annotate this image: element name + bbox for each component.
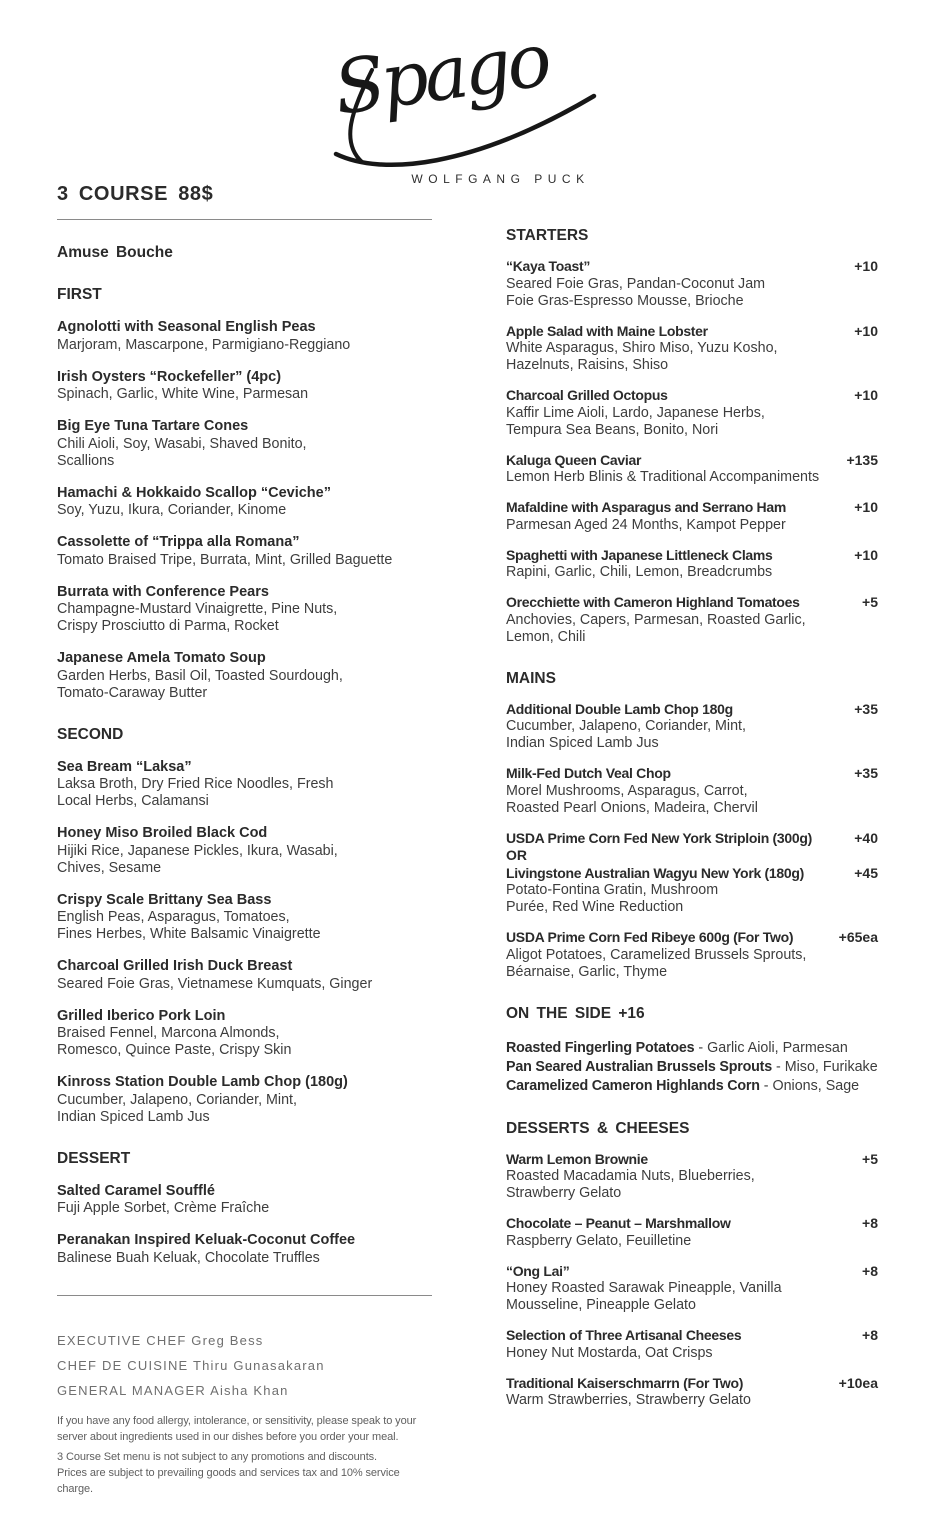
menu-item [57, 584, 432, 636]
item-name: Warm Lemon Brownie [506, 1150, 648, 1167]
item-desc-line: Indian Spiced Lamb Jus [57, 1108, 210, 1125]
item-name: USDA Prime Corn Fed New York Striploin (300g) [506, 829, 812, 846]
item-desc-line: Indian Spiced Lamb Jus [506, 735, 659, 751]
item-name: Grilled Iberico Pork Loin [57, 1007, 226, 1024]
side-item [506, 1077, 878, 1096]
menu-item [506, 1327, 878, 1362]
side-item-name: Caramelized Cameron Highlands Corn [506, 1077, 760, 1094]
item-desc-line: Honey Roasted Sarawak Pineapple, Vanilla [506, 1280, 782, 1296]
staff-credit-line: GENERAL MANAGER Aisha Khan [57, 1382, 289, 1398]
item-row [506, 323, 878, 341]
item-price: +45 [854, 864, 878, 881]
item-name: Traditional Kaiserschmarrn (For Two) [506, 1374, 744, 1391]
item-name: Japanese Amela Tomato Soup [57, 650, 266, 666]
item-price: +10ea [838, 1374, 878, 1391]
item-price: +10 [854, 499, 878, 515]
item-desc-line: Cucumber, Jalapeno, Coriander, Mint, [57, 1091, 297, 1108]
item-price: +8 [862, 1262, 878, 1279]
item-row [506, 1215, 878, 1233]
left-sections [57, 244, 432, 1267]
logo-script-text: Spago [328, 16, 553, 132]
staff-credits [57, 1328, 432, 1403]
item-row [506, 701, 878, 719]
item-desc-line: Rapini, Garlic, Chili, Lemon, Breadcrumbs [506, 564, 773, 580]
item-desc-line: Parmesan Aged 24 Months, Kampot Pepper [506, 516, 786, 533]
item-name: Salted Caramel Soufflé [57, 1182, 215, 1199]
menu-item [57, 1232, 432, 1267]
side-item-detail: - Garlic Aioli, Parmesan [694, 1039, 848, 1056]
menu-item [57, 485, 432, 520]
fine-print-line: server about ingredients used in our dishes before you order your meal. [57, 1430, 399, 1443]
item-desc-line: Champagne-Mustard Vinaigrette, Pine Nuts, [57, 601, 338, 617]
side-item-name: Roasted Fingerling Potatoes [506, 1039, 695, 1056]
item-name: “Ong Lai” [506, 1262, 570, 1279]
item-desc-line: Anchovies, Capers, Parmesan, Roasted Garlic, [506, 611, 806, 628]
item-name: Selection of Three Artisanal Cheeses [506, 1327, 742, 1343]
item-row [506, 547, 878, 565]
item-name: Livingstone Australian Wagyu New York (180g) [506, 864, 804, 881]
item-desc-line: Potato-Fontina Gratin, Mushroom [506, 882, 719, 898]
menu-section [506, 1005, 878, 1096]
side-items [506, 1039, 878, 1096]
item-desc-line: Hijiki Rice, Japanese Pickles, Ikura, Wasabi, [57, 842, 338, 859]
menu-item [506, 547, 878, 582]
item-desc-line: Romesco, Quince Paste, Crispy Skin [57, 1042, 292, 1058]
item-price: +135 [846, 451, 878, 468]
item-row [506, 830, 878, 848]
item-desc-line: Kaffir Lime Aioli, Lardo, Japanese Herbs, [506, 404, 765, 421]
item-name: Hamachi & Hokkaido Scallop “Ceviche” [57, 484, 331, 501]
item-desc-line: Roasted Macadamia Nuts, Blueberries, [506, 1168, 755, 1184]
item-row [506, 765, 878, 783]
item-desc-line: Cucumber, Jalapeno, Coriander, Mint, [506, 718, 746, 734]
fine-print [57, 1413, 432, 1497]
item-desc-line: Strawberry Gelato [506, 1185, 622, 1201]
item-price: +8 [862, 1327, 878, 1343]
section-heading: STARTERS [506, 227, 589, 244]
item-desc-line: Chives, Sesame [57, 859, 162, 876]
item-row [506, 1375, 878, 1393]
menu-section [57, 244, 432, 262]
item-desc-line: Tomato Braised Tripe, Burrata, Mint, Grilled Baguette [57, 551, 393, 568]
menu-item [57, 319, 432, 354]
item-desc-line: Braised Fennel, Marcona Almonds, [57, 1025, 280, 1041]
menu-item [506, 258, 878, 310]
item-desc-line: Aligot Potatoes, Caramelized Brussels Sprouts, [506, 946, 807, 963]
side-item-detail: - Onions, Sage [759, 1077, 860, 1094]
item-name: USDA Prime Corn Fed Ribeye 600g (For Two) [506, 929, 794, 945]
item-row [506, 499, 878, 517]
item-price: +8 [862, 1215, 878, 1231]
item-price: +65ea [838, 929, 878, 945]
menu-item [506, 765, 878, 817]
divider-top [57, 219, 432, 220]
menu-section [506, 1120, 878, 1410]
item-name: Orecchiette with Cameron Highland Tomatoes [506, 594, 800, 610]
set-menu-column [57, 183, 432, 1497]
fine-print-line: charge. [57, 1482, 93, 1495]
supplements-column [506, 183, 878, 1497]
item-desc-line: Warm Strawberries, Strawberry Gelato [506, 1392, 751, 1408]
menu-item [57, 958, 432, 993]
item-desc-line: Honey Nut Mostarda, Oat Crisps [506, 1344, 713, 1361]
item-name: Kinross Station Double Lamb Chop (180g) [57, 1074, 348, 1090]
logo-subtitle: WOLFGANG PUCK [411, 172, 590, 186]
item-name: Burrata with Conference Pears [57, 583, 269, 600]
item-desc-line: Crispy Prosciutto di Parma, Rocket [57, 618, 279, 634]
menu-section [506, 227, 878, 646]
item-desc-line: Local Herbs, Calamansi [57, 793, 209, 809]
logo [0, 16, 933, 186]
item-desc-line: Chili Aioli, Soy, Wasabi, Shaved Bonito, [57, 435, 307, 452]
section-heading: Amuse Bouche [57, 244, 173, 261]
item-desc-line: Scallions [57, 452, 115, 469]
item-desc-line: Seared Foie Gras, Vietnamese Kumquats, Ginger [57, 975, 373, 992]
item-price: +5 [862, 1150, 878, 1167]
item-row [506, 258, 878, 276]
section-heading: ON THE SIDE +16 [506, 1004, 645, 1022]
menu-section [506, 670, 878, 981]
item-desc-line: Morel Mushrooms, Asparagus, Carrot, [506, 782, 748, 799]
item-row [506, 387, 878, 405]
menu-item [57, 892, 432, 944]
item-name: Honey Miso Broiled Black Cod [57, 825, 268, 841]
item-price: +10 [854, 387, 878, 403]
item-name: “Kaya Toast” [506, 258, 591, 274]
item-name: Additional Double Lamb Chop 180g [506, 700, 733, 717]
item-desc-line: Balinese Buah Keluak, Chocolate Truffles [57, 1249, 320, 1266]
menu-item [506, 929, 878, 981]
menu-item [506, 1263, 878, 1315]
item-price: +5 [862, 594, 878, 610]
item-desc-line: Béarnaise, Garlic, Thyme [506, 963, 668, 980]
divider-bottom [57, 1295, 432, 1296]
fine-print-line: 3 Course Set menu is not subject to any promotions and discounts. [57, 1450, 378, 1463]
item-price: +10 [854, 546, 878, 563]
item-price: +10 [854, 322, 878, 339]
menu-item [57, 418, 432, 470]
item-desc-line: Spinach, Garlic, White Wine, Parmesan [57, 386, 309, 402]
side-item [506, 1039, 878, 1058]
menu-section [57, 286, 432, 702]
menu-item [57, 1074, 432, 1126]
item-desc-line: Garden Herbs, Basil Oil, Toasted Sourdough, [57, 667, 343, 684]
item-name: Agnolotti with Seasonal English Peas [57, 319, 316, 335]
item-desc-line: White Asparagus, Shiro Miso, Yuzu Kosho, [506, 340, 778, 356]
menu-item [57, 534, 432, 569]
menu-item [506, 1151, 878, 1203]
menu-item [506, 387, 878, 439]
menu-item [506, 1375, 878, 1410]
item-row [506, 865, 878, 883]
item-desc-line: Lemon, Chili [506, 628, 586, 645]
item-desc-line: Seared Foie Gras, Pandan-Coconut Jam [506, 275, 766, 292]
item-price: +35 [854, 700, 878, 717]
fine-print-line: Prices are subject to prevailing goods and services tax and 10% service [57, 1466, 400, 1479]
item-name: Mafaldine with Asparagus and Serrano Ham [506, 499, 786, 515]
item-desc-line: Laksa Broth, Dry Fried Rice Noodles, Fresh [57, 776, 334, 792]
menu-section [57, 1150, 432, 1267]
item-price: +40 [854, 829, 878, 846]
item-name: Apple Salad with Maine Lobster [506, 322, 708, 339]
menu-item [506, 830, 878, 917]
item-desc-line: Mousseline, Pineapple Gelato [506, 1297, 696, 1313]
item-name: Spaghetti with Japanese Littleneck Clams [506, 546, 773, 563]
side-item-detail: - Miso, Furikake [772, 1058, 878, 1075]
menu-item [506, 1215, 878, 1250]
item-row [506, 594, 878, 612]
item-desc-line: Lemon Herb Blinis & Traditional Accompaniments [506, 469, 820, 485]
item-name: Kaluga Queen Caviar [506, 451, 642, 468]
menu-item [57, 650, 432, 702]
item-name: Cassolette of “Trippa alla Romana” [57, 534, 300, 550]
item-name: Peranakan Inspired Keluak-Coconut Coffee [57, 1232, 356, 1248]
section-heading: DESSERT [57, 1149, 131, 1167]
item-desc-line: Foie Gras-Espresso Mousse, Brioche [506, 292, 744, 309]
item-row [506, 929, 878, 947]
section-heading: FIRST [57, 286, 102, 303]
item-row [506, 1327, 878, 1345]
item-desc-line: Fines Herbes, White Balsamic Vinaigrette [57, 926, 321, 942]
item-desc-line: Marjoram, Mascarpone, Parmigiano-Reggiano [57, 336, 351, 353]
fine-print-line: If you have any food allergy, intolerance, or sensitivity, please speak to your [57, 1414, 417, 1427]
or-label: OR [506, 847, 527, 863]
item-name: Irish Oysters “Rockefeller” (4pc) [57, 368, 282, 385]
side-item [506, 1058, 878, 1077]
item-name: Big Eye Tuna Tartare Cones [57, 418, 249, 434]
section-heading: MAINS [506, 669, 556, 687]
item-desc-line: Purée, Red Wine Reduction [506, 899, 684, 915]
staff-credit-line: CHEF DE CUISINE Thiru Gunasakaran [57, 1357, 325, 1373]
item-desc-line: Fuji Apple Sorbet, Crème Fraîche [57, 1200, 270, 1216]
item-name: Charcoal Grilled Irish Duck Breast [57, 958, 293, 974]
item-price: +10 [854, 258, 878, 274]
menu-item [57, 369, 432, 404]
side-item-name: Pan Seared Australian Brussels Sprouts [506, 1058, 772, 1075]
item-row [506, 1151, 878, 1169]
menu-item [57, 1183, 432, 1218]
item-name: Charcoal Grilled Octopus [506, 387, 668, 403]
menu-item [506, 499, 878, 534]
item-row [506, 1263, 878, 1281]
menu-item [57, 1008, 432, 1060]
menu-item [506, 594, 878, 646]
item-desc-line: Roasted Pearl Onions, Madeira, Chervil [506, 799, 758, 816]
item-name: Milk-Fed Dutch Veal Chop [506, 765, 671, 781]
item-desc-line: Tempura Sea Beans, Bonito, Nori [506, 421, 719, 438]
item-row [506, 452, 878, 470]
item-price: +35 [854, 765, 878, 781]
menu-item [506, 701, 878, 753]
set-menu-title: 3 COURSE 88$ [57, 183, 214, 205]
staff-credit-line: EXECUTIVE CHEF Greg Bess [57, 1332, 264, 1348]
item-desc-line: Soy, Yuzu, Ikura, Coriander, Kinome [57, 502, 287, 518]
menu-item [506, 323, 878, 375]
logo-mark [322, 16, 612, 168]
menu-columns [57, 183, 878, 1497]
item-name: Chocolate – Peanut – Marshmallow [506, 1215, 731, 1231]
item-name: Sea Bream “Laksa” [57, 758, 192, 775]
menu-item [506, 452, 878, 487]
item-desc-line: Raspberry Gelato, Feuilletine [506, 1232, 692, 1249]
item-desc-line: English Peas, Asparagus, Tomatoes, [57, 909, 290, 925]
section-heading: SECOND [57, 725, 124, 743]
menu-item [57, 759, 432, 811]
section-heading: DESSERTS & CHEESES [506, 1119, 690, 1137]
menu-item [57, 825, 432, 877]
menu-section [57, 726, 432, 1126]
item-name: Crispy Scale Brittany Sea Bass [57, 891, 272, 908]
item-desc-line: Hazelnuts, Raisins, Shiso [506, 357, 669, 373]
item-desc-line: Tomato-Caraway Butter [57, 684, 208, 701]
